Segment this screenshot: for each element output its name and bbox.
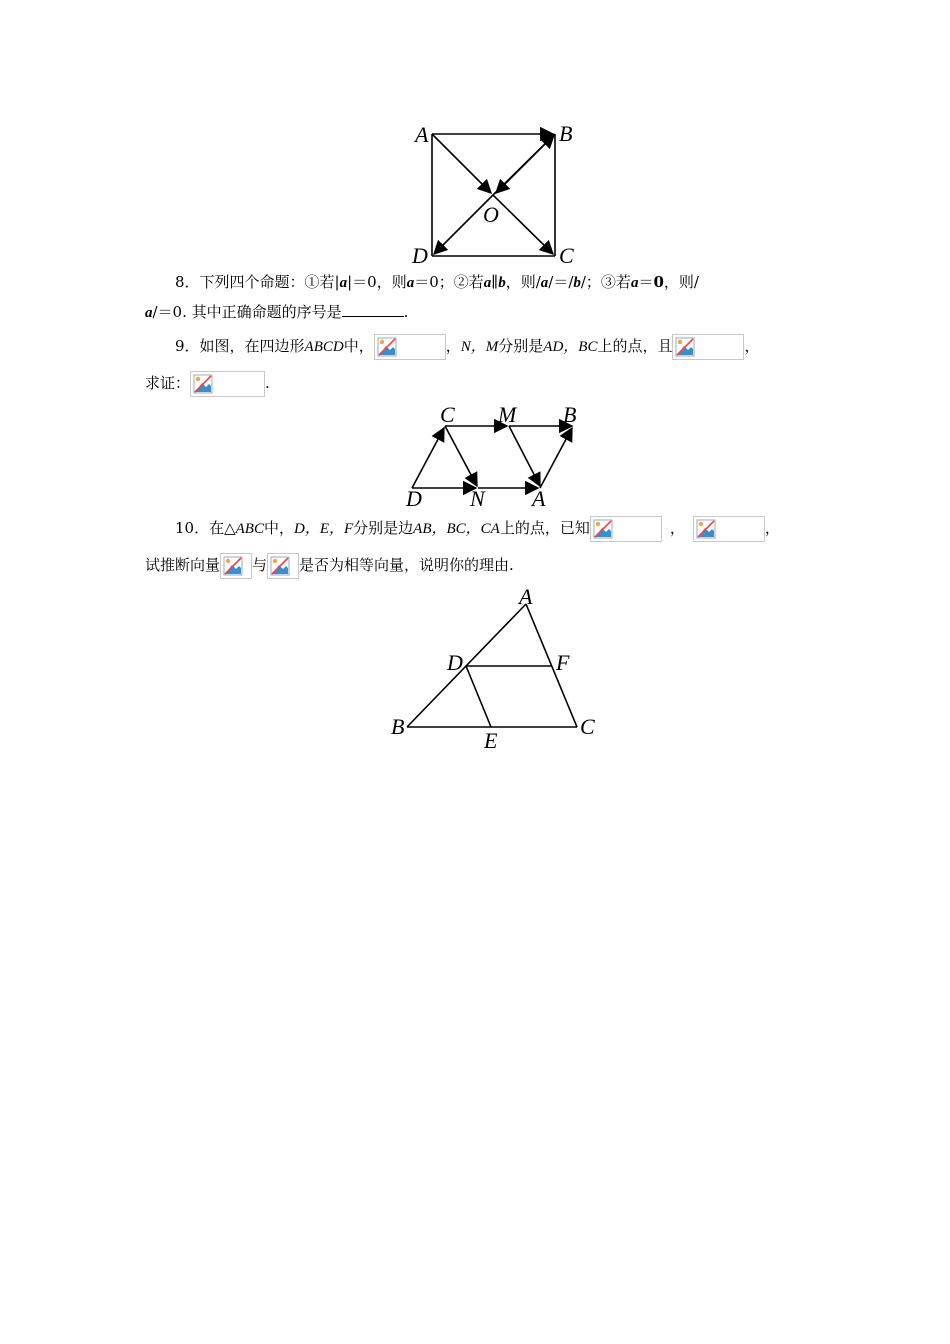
vector-mn: [509, 426, 540, 486]
label-n: N: [470, 486, 485, 510]
label-b: B: [559, 121, 573, 146]
label-f: F: [556, 650, 570, 675]
broken-image-icon: [675, 337, 695, 357]
vector-dc: [412, 428, 444, 488]
q10-line1: 10．在△ABC中，D，E，F分别是边AB，BC，CA上的点，已知 ， ，: [175, 516, 780, 542]
label-b: B: [391, 714, 405, 739]
label-a: A: [519, 584, 533, 609]
label-a: A: [532, 486, 546, 510]
label-d: D: [406, 486, 422, 510]
broken-image-icon: [696, 519, 716, 539]
answer-blank[interactable]: [342, 302, 404, 317]
broken-image-icon: [270, 556, 290, 576]
figure-square-vectors: [405, 118, 595, 272]
label-o: O: [483, 202, 499, 227]
formula-image: [374, 334, 446, 360]
vector-oc: [493, 195, 553, 254]
q8-line1: 8．下列四个命题：①若|a|＝0，则a＝0；②若a∥b，则/a/＝/b/；③若a＝0，则/: [175, 273, 699, 291]
label-e: E: [484, 728, 498, 753]
vector-image: [220, 553, 252, 579]
label-d: D: [412, 243, 428, 268]
q9-line2: 求证： .: [145, 371, 270, 397]
label-a: A: [415, 122, 429, 147]
label-c: C: [580, 714, 595, 739]
segment-de: [466, 666, 491, 727]
formula-image: [590, 516, 662, 542]
broken-image-icon: [377, 337, 397, 357]
vector-cn: [445, 426, 477, 486]
formula-image: [693, 516, 765, 542]
label-b: B: [563, 402, 577, 427]
formula-image: [190, 371, 265, 397]
vector-ob: [493, 135, 554, 195]
vector-image: [267, 553, 299, 579]
formula-image: [672, 334, 744, 360]
label-m: M: [498, 402, 517, 427]
broken-image-icon: [593, 519, 613, 539]
label-d: D: [447, 650, 463, 675]
q9-line1: 9．如图，在四边形ABCD中， ，N，M分别是AD，BC上的点，且 ，: [175, 334, 759, 360]
broken-image-icon: [193, 374, 213, 394]
broken-image-icon: [223, 556, 243, 576]
q8-line2: a/＝0. 其中正确命题的序号是 .: [145, 303, 409, 321]
label-c: C: [559, 243, 574, 268]
q10-line2: 试推断向量 与 是否为相等向量，说明你的理由.: [145, 553, 514, 579]
vector-ao: [432, 134, 491, 193]
figure-parallelogram: [400, 402, 590, 514]
label-c: C: [440, 402, 455, 427]
vector-ab: [540, 428, 572, 488]
figure-triangle: [385, 584, 605, 758]
